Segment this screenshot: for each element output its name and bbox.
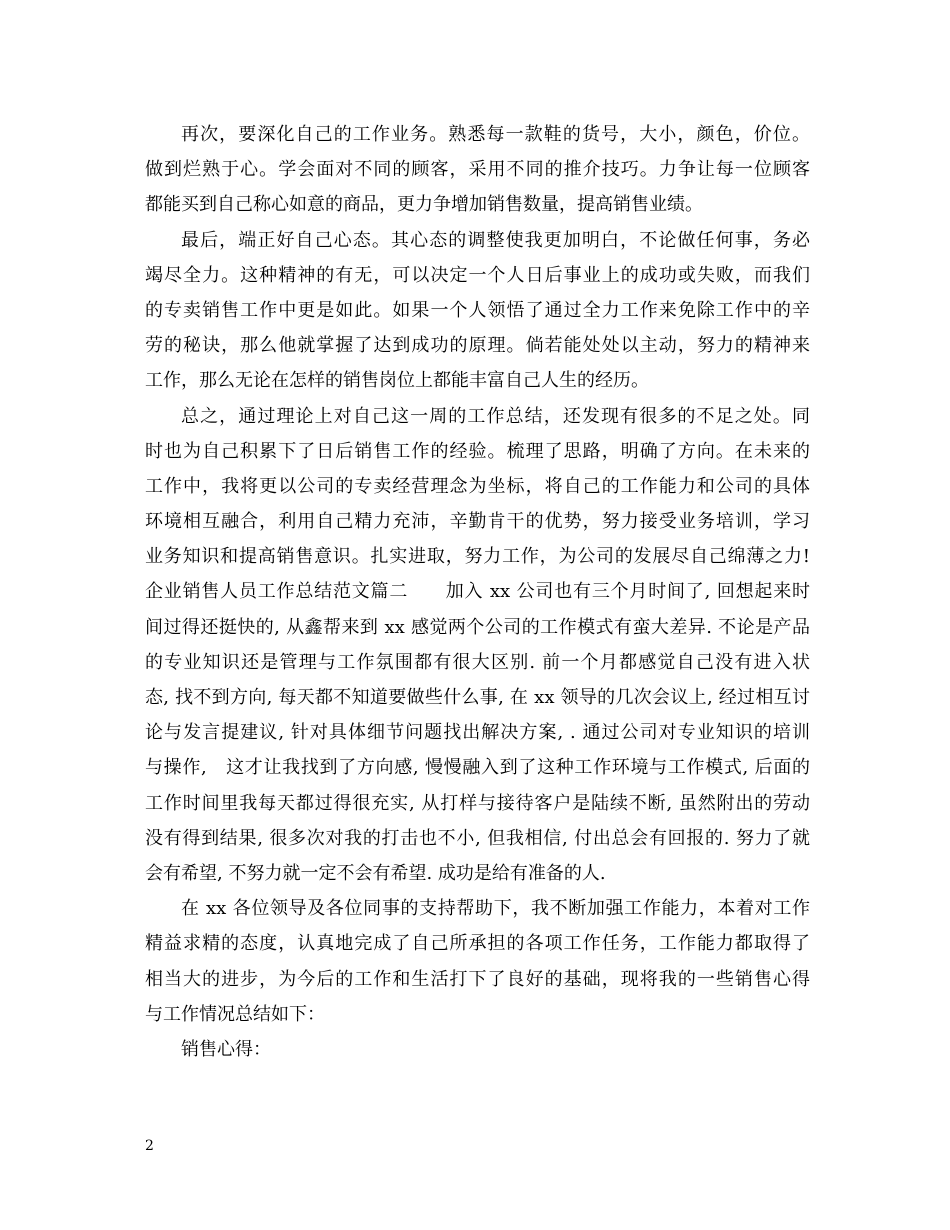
text-line: 做到烂熟于心。学会面对不同的顾客，采用不同的推介技巧。力争让每一位顾客 bbox=[145, 159, 810, 181]
text-line: 再次，要深化自己的工作业务。熟悉每一款鞋的货号，大小，颜色，价位。 bbox=[181, 124, 810, 145]
text-line: 竭尽全力。这种精神的有无，可以决定一个人日后事业上的成功或失败，而我们 bbox=[145, 264, 810, 286]
text-line: 与工作情况总结如下： bbox=[145, 1003, 325, 1025]
text-line: 在 xx 各位领导及各位同事的支持帮助下，我不断加强工作能力，本着对工作 bbox=[181, 898, 810, 920]
text-line: 论与发言提建议, 针对具体细节问题找出解决方案, . 通过公司对专业知识的培训 bbox=[145, 722, 810, 744]
text-line: 销售心得： bbox=[181, 1038, 271, 1060]
text-line: 的专业知识还是管理与工作氛围都有很大区别. 前一个月都感觉自己没有进入状 bbox=[145, 651, 810, 673]
page-number: 2 bbox=[145, 1138, 154, 1154]
text-line: 的专卖销售工作中更是如此。如果一个人领悟了通过全力工作来免除工作中的辛 bbox=[145, 299, 810, 321]
text-line: 时也为自己积累下了日后销售工作的经验。梳理了思路，明确了方向。在未来的 bbox=[145, 440, 810, 462]
text-line: 最后，端正好自己心态。其心态的调整使我更加明白，不论做任何事，务必 bbox=[181, 229, 810, 251]
text-line: 工作，那么无论在怎样的销售岗位上都能丰富自己人生的经历。 bbox=[145, 370, 649, 392]
text-line: 态, 找不到方向, 每天都不知道要做些什么事, 在 xx 领导的几次会议上, 经过相互讨 bbox=[145, 687, 810, 708]
text-line: 劳的秘诀，那么他就掌握了达到成功的原理。倘若能处处以主动，努力的精神来 bbox=[145, 335, 810, 357]
document-body bbox=[145, 117, 810, 1067]
text-line: 企业销售人员工作总结范文篇二 加入 xx 公司也有三个月时间了, 回想起来时 bbox=[145, 581, 810, 603]
text-line: 都能买到自己称心如意的商品，更力争增加销售数量，提高销售业绩。 bbox=[145, 194, 703, 216]
text-line: 会有希望, 不努力就一定不会有希望. 成功是给有准备的人. bbox=[145, 862, 606, 884]
text-line: 总之，通过理论上对自己这一周的工作总结，还发现有很多的不足之处。同 bbox=[181, 405, 810, 427]
text-line: 工作中，我将更以公司的专卖经营理念为坐标，将自己的工作能力和公司的具体 bbox=[145, 475, 810, 497]
text-line: 间过得还挺快的, 从鑫帮来到 xx 感觉两个公司的工作模式有蛮大差异. 不论是产品 bbox=[145, 616, 810, 638]
text-line: 与操作, 这才让我找到了方向感, 慢慢融入到了这种工作环境与工作模式, 后面的 bbox=[145, 757, 810, 779]
text-line: 工作时间里我每天都过得很充实, 从打样与接待客户是陆续不断, 虽然附出的劳动 bbox=[145, 792, 810, 814]
text-line: 环境相互融合，利用自己精力充沛，辛勤肯干的优势，努力接受业务培训，学习 bbox=[145, 511, 810, 533]
text-line: 精益求精的态度，认真地完成了自己所承担的各项工作任务，工作能力都取得了 bbox=[145, 933, 810, 955]
text-line: 没有得到结果, 很多次对我的打击也不小, 但我相信, 付出总会有回报的. 努力了就 bbox=[145, 827, 810, 849]
text-line: 业务知识和提高销售意识。扎实进取，努力工作，为公司的发展尽自己绵薄之力! bbox=[145, 546, 810, 568]
text-line: 相当大的进步，为今后的工作和生活打下了良好的基础，现将我的一些销售心得 bbox=[145, 968, 810, 990]
